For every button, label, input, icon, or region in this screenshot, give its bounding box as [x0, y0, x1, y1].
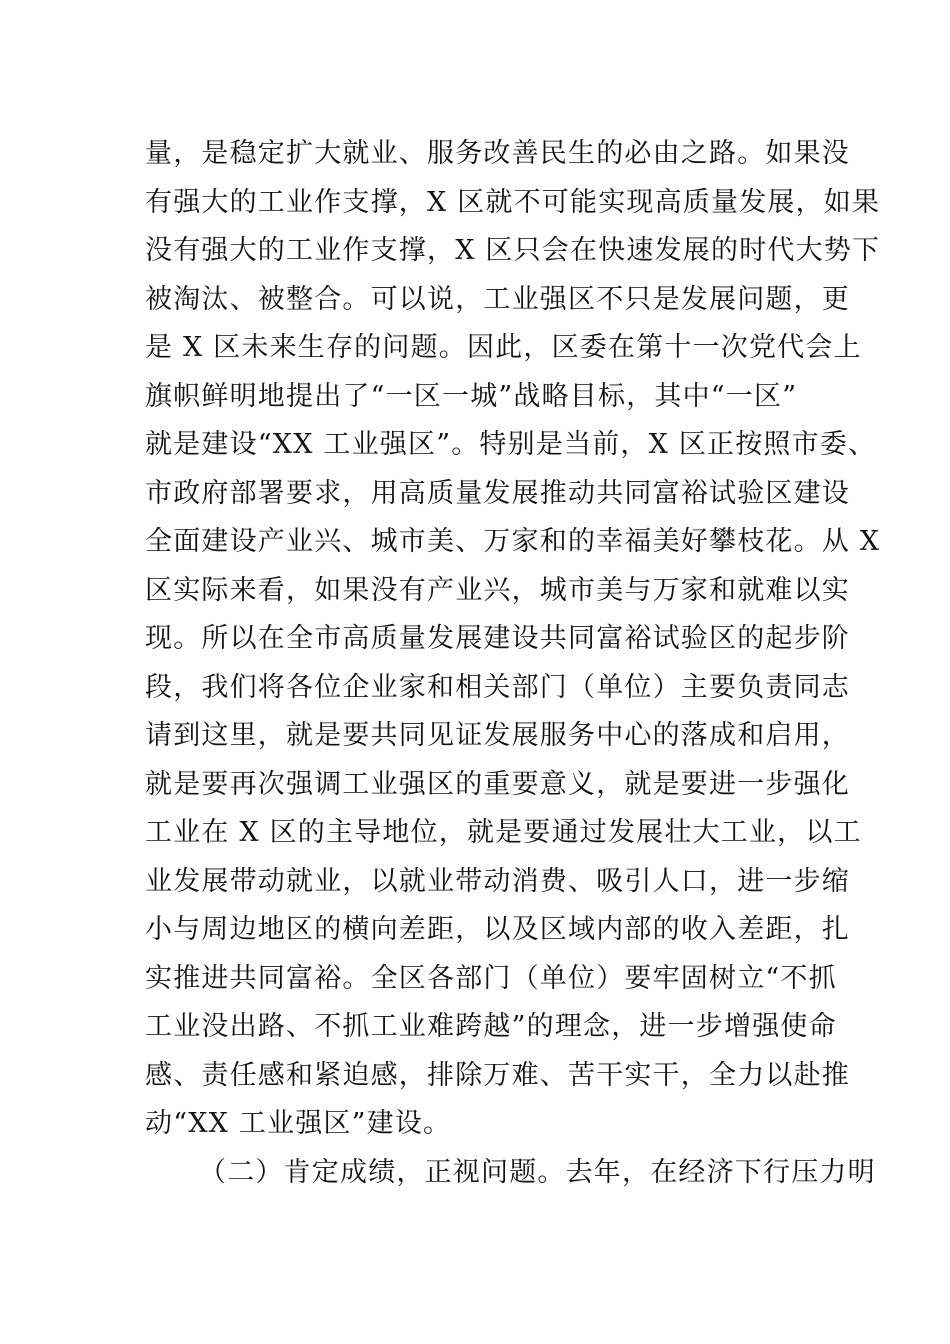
text-line: 是 X 区未来生存的问题。因此，区委在第十一次党代会上 [145, 332, 862, 363]
text-line: 现。所以在全市高质量发展建设共同富裕试验区的起步阶 [145, 623, 850, 654]
text-line: 就是要再次强调工业强区的重要意义，就是要进一步强化 [145, 768, 850, 800]
text-line: 工业在 X 区的主导地位，就是要通过发展壮大工业，以工 [145, 817, 862, 848]
text-line: 工业没出路、不抓工业难跨越”的理念，进一步增强使命 [145, 1011, 837, 1042]
section-heading-line: （二）肯定成绩，正视问题。去年，在经济下行压力明 [199, 1156, 876, 1188]
text-line: 旗帜鲜明地提出了“一区一城”战略目标，其中“一区” [145, 380, 798, 412]
text-line: 段，我们将各位企业家和相关部门（单位）主要负责同志 [145, 671, 850, 703]
text-line: 业发展带动就业，以就业带动消费、吸引人口，进一步缩 [145, 865, 850, 897]
text-line: 就是建设“XX 工业强区”。特别是当前，X 区正按照市委、 [145, 429, 877, 460]
text-line: 请到这里，就是要共同见证发展服务中心的落成和启用， [145, 720, 850, 751]
text-line: 感、责任感和紧迫感，排除万难、苦干实干，全力以赴推 [145, 1059, 850, 1091]
text-line: 市政府部署要求，用高质量发展推动共同富裕试验区建设 [145, 477, 850, 509]
text-line: 全面建设产业兴、城市美、万家和的幸福美好攀枝花。从 X [145, 526, 881, 557]
text-line: 小与周边地区的横向差距，以及区域内部的收入差距，扎 [145, 914, 850, 945]
text-line: 被淘汰、被整合。可以说，工业强区不只是发展问题，更 [145, 283, 850, 315]
text-line: 区实际来看，如果没有产业兴，城市美与万家和就难以实 [145, 574, 850, 606]
text-line: 动“XX 工业强区”建设。 [145, 1108, 452, 1139]
text-line: 量，是稳定扩大就业、服务改善民生的必由之路。如果没 [145, 138, 850, 169]
text-line: 实推进共同富裕。全区各部门（单位）要牢固树立“不抓 [145, 962, 837, 994]
body-text [145, 130, 881, 1197]
text-line: 没有强大的工业作支撑，X 区只会在快速发展的时代大势下 [145, 235, 881, 266]
text-line: 有强大的工业作支撑，X 区就不可能实现高质量发展，如果 [145, 186, 881, 218]
